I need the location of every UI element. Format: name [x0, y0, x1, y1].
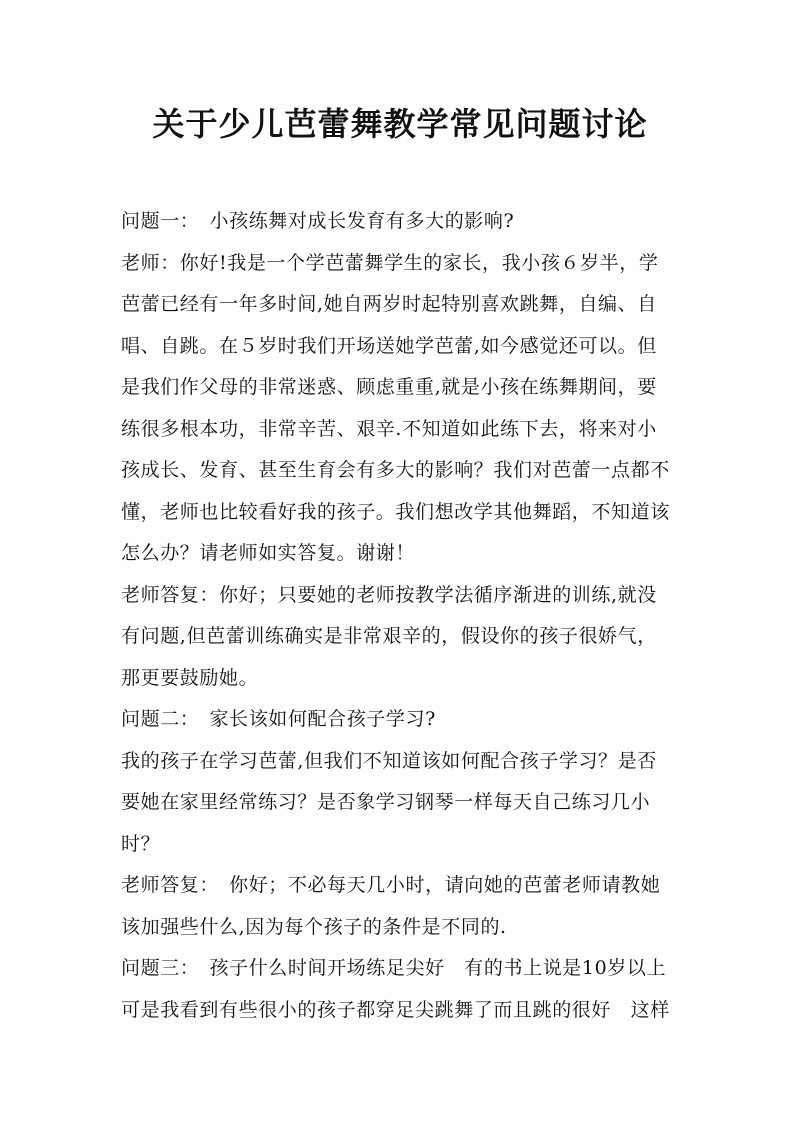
text-line: 问题三： 孩子什么时间开场练足尖好 有的书上说是10岁以上 [121, 957, 667, 979]
text-line: 老师：你好!我是一个学芭蕾舞学生的家长，我小孩６岁半，学 [121, 251, 659, 274]
text-line: 老师答复：你好；只要她的老师按教学法循序渐进的训练,就没 [121, 583, 657, 606]
text-line: 老师答复： 你好；不必每天几小时，请向她的芭蕾老师请教她 [121, 874, 661, 896]
text-line: 芭蕾已经有一年多时间,她自两岁时起特别喜欢跳舞，自编、自 [121, 293, 657, 315]
text-line: 我的孩子在学习芭蕾,但我们不知道该如何配合孩子学习？是否 [121, 749, 657, 772]
text-line: 唱、自跳。在５岁时我们开场送她学芭蕾,如今感觉还可以。但 [121, 334, 657, 357]
text-line: 该加强些什么,因为每个孩子的条件是不同的. [121, 915, 507, 938]
document-title: 关于少儿芭蕾舞教学常见问题讨论 [152, 105, 648, 143]
text-line: 有问题,但芭蕾训练确实是非常艰辛的，假设你的孩子很娇气， [121, 625, 657, 647]
text-line: 问题二： 家长该如何配合孩子学习? [121, 708, 436, 730]
text-line: 孩成长、发育、甚至生育会有多大的影响？我们对芭蕾一点都不 [121, 459, 670, 481]
text-line: 可是我看到有些很小的孩子都穿足尖跳舞了而且跳的很好 这样 [121, 998, 670, 1021]
text-line: 懂，老师也比较看好我的孩子。我们想改学其他舞蹈，不知道该 [121, 500, 670, 523]
text-line: 练很多根本功，非常辛苦、艰辛.不知道如此练下去，将来对小 [121, 417, 657, 440]
document-body [121, 201, 691, 1031]
text-line: 怎么办？请老师如实答复。谢谢！ [121, 542, 416, 564]
text-line: 时？ [121, 832, 161, 855]
text-line: 那更要鼓励她。 [121, 666, 259, 689]
text-line: 问题一： 小孩练舞对成长发育有多大的影响? [121, 210, 515, 232]
text-line: 是我们作父母的非常迷惑、顾虑重重,就是小孩在练舞期间，要 [121, 376, 657, 398]
text-line: 要她在家里经常练习？是否象学习钢琴一样每天自己练习几小 [121, 791, 651, 813]
